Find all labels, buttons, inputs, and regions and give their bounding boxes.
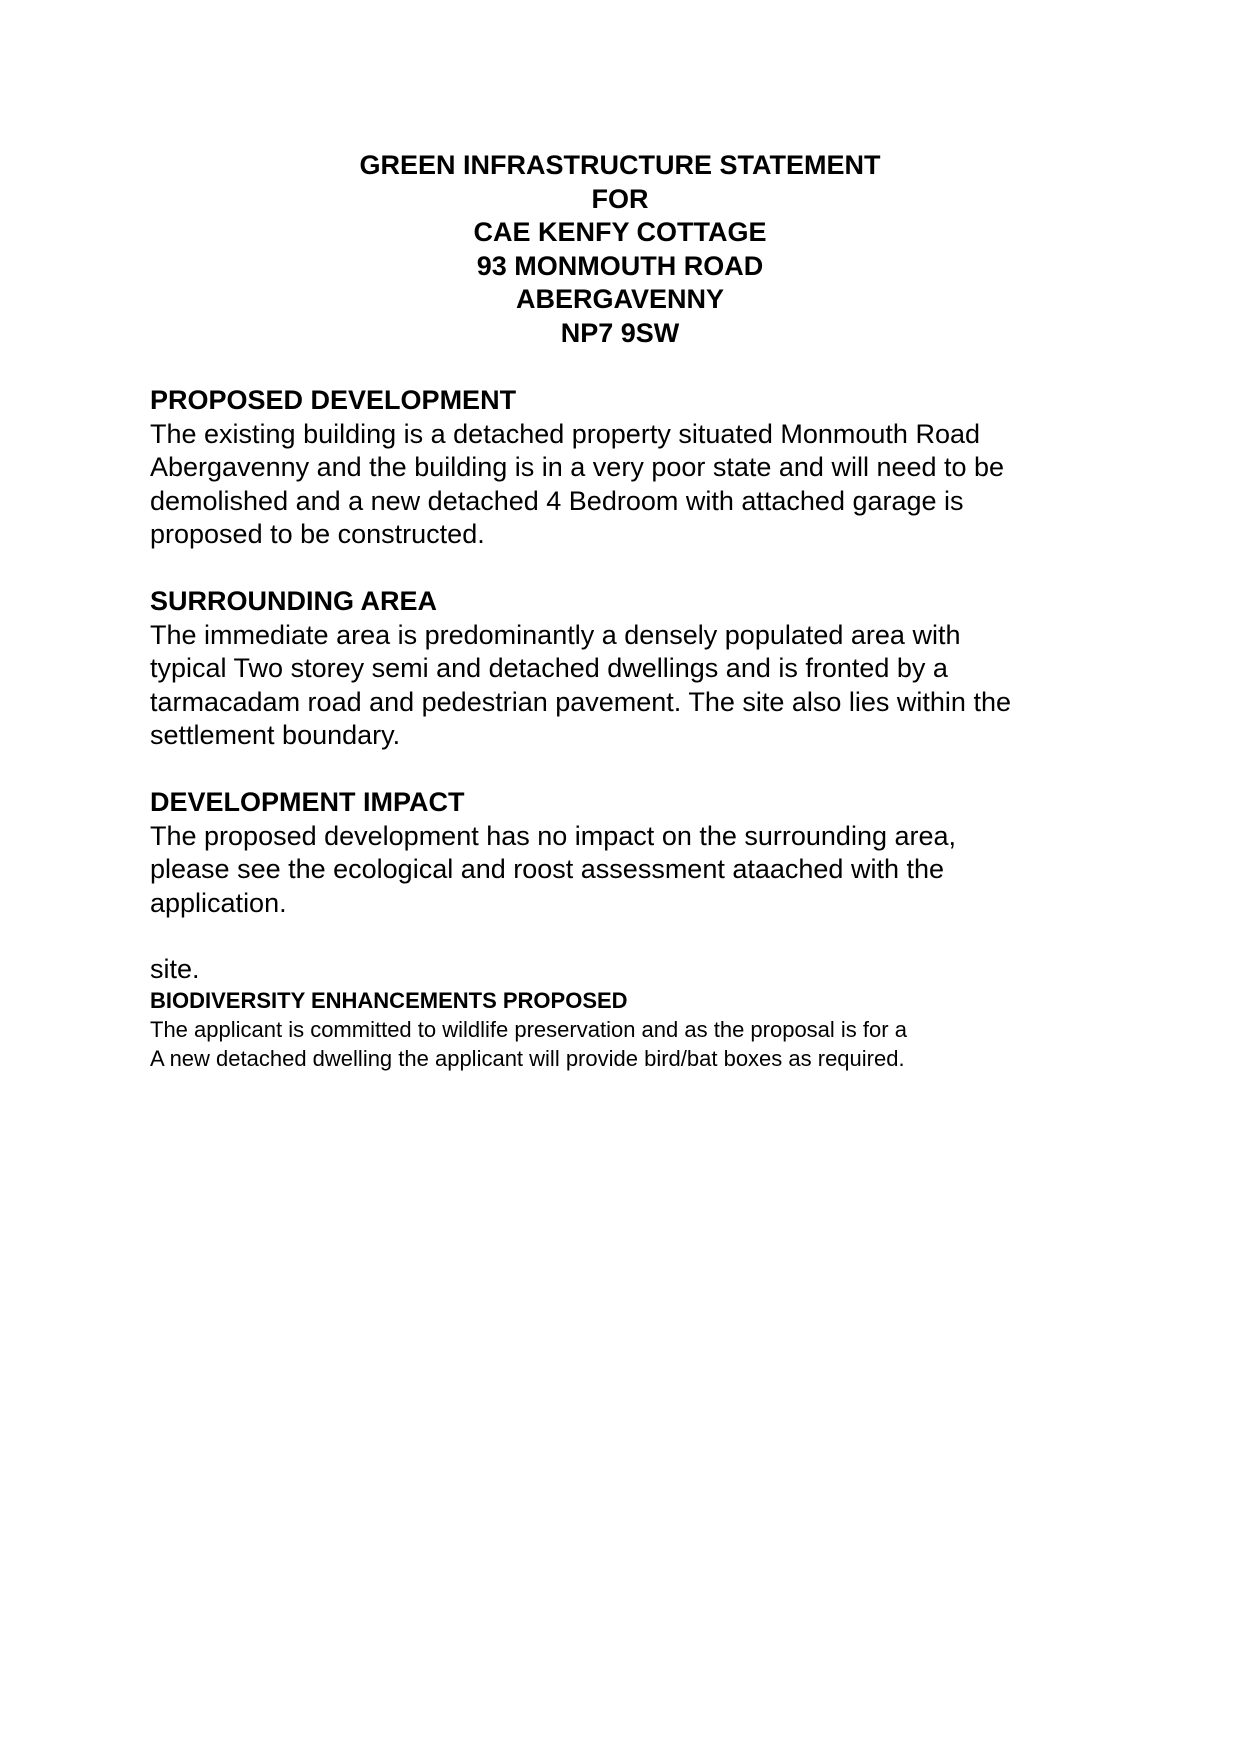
- section-heading: DEVELOPMENT IMPACT: [150, 787, 465, 817]
- title-line: 93 MONMOUTH ROAD: [476, 250, 764, 281]
- paragraph-line: Abergavenny and the building is in a very poor state and will need to be: [150, 452, 1005, 482]
- section-surrounding-area: [150, 585, 1130, 753]
- paragraph-line: The existing building is a detached property situated Monmouth Road: [150, 418, 980, 449]
- paragraph-line: The proposed development has no impact on the surrounding area,: [150, 820, 957, 851]
- paragraph-line: application.: [150, 887, 287, 918]
- document-title: [0, 149, 1240, 351]
- paragraph-line: demolished and a new detached 4 Bedroom with attached garage is: [150, 485, 964, 516]
- title-line: CAE KENFY COTTAGE: [473, 217, 767, 248]
- paragraph-line: settlement boundary.: [150, 720, 401, 750]
- stray-text: site.: [150, 954, 200, 984]
- paragraph-line: The immediate area is predominantly a densely populated area with: [150, 619, 961, 650]
- paragraph-line: tarmacadam road and pedestrian pavement. The site also lies within the: [150, 686, 1011, 717]
- title-line: GREEN INFRASTRUCTURE STATEMENT: [359, 150, 881, 180]
- section-heading: BIODIVERSITY ENHANCEMENTS PROPOSED: [150, 988, 628, 1013]
- section-heading: SURROUNDING AREA: [150, 586, 438, 616]
- title-line: NP7 9SW: [560, 317, 680, 348]
- section-biodiversity: [150, 986, 1130, 1073]
- title-line: ABERGAVENNY: [515, 284, 725, 315]
- paragraph-line: A new detached dwelling the applicant will provide bird/bat boxes as required.: [150, 1046, 905, 1071]
- title-line: FOR: [591, 183, 649, 214]
- paragraph-line: proposed to be constructed.: [150, 519, 485, 549]
- paragraph-line: please see the ecological and roost assessment ataached with the: [150, 854, 944, 884]
- section-heading: PROPOSED DEVELOPMENT: [150, 385, 517, 415]
- paragraph-line: The applicant is committed to wildlife preservation and as the proposal is for a: [150, 1017, 907, 1042]
- section-proposed-development: [150, 384, 1130, 552]
- section-development-impact: [150, 786, 1130, 920]
- paragraph-line: typical Two storey semi and detached dwellings and is fronted by a: [150, 653, 948, 683]
